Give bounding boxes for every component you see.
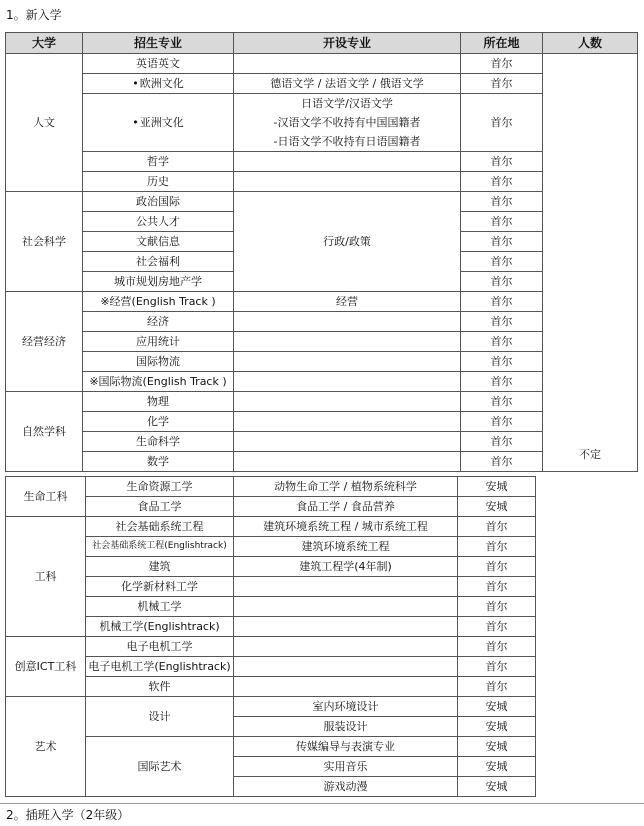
location-cell: 首尔	[461, 232, 543, 252]
offered-cell: 动物生命工学 / 植物系统科学	[234, 477, 458, 497]
section-2-title: 2。插班入学（2年级）	[6, 808, 130, 822]
headcount-cell	[543, 54, 638, 472]
location-cell: 首尔	[461, 332, 543, 352]
location-cell: 首尔	[458, 597, 536, 617]
major-cell: 社会福利	[83, 252, 234, 272]
major-cell: ※国际物流(English Track )	[83, 372, 234, 392]
table-row	[6, 54, 638, 74]
offered-cell	[234, 312, 461, 332]
offered-cell	[234, 152, 461, 172]
location-cell: 安城	[458, 757, 536, 777]
major-cell: 历史	[83, 172, 234, 192]
location-cell: 首尔	[458, 637, 536, 657]
location-cell: 首尔	[458, 657, 536, 677]
table-row	[6, 597, 536, 617]
major-cell: 设计	[86, 697, 234, 737]
col-header-university: 大学	[6, 33, 83, 54]
location-cell: 首尔	[461, 452, 543, 472]
table-row	[6, 637, 536, 657]
location-cell: 安城	[458, 777, 536, 797]
college-cell: 生命工科	[6, 477, 86, 517]
offered-cell: 游戏动漫	[234, 777, 458, 797]
major-cell: 公共人才	[83, 212, 234, 232]
table-row	[6, 497, 536, 517]
col-header-headcount: 人数	[543, 33, 638, 54]
location-cell: 首尔	[461, 352, 543, 372]
major-cell: 国际物流	[83, 352, 234, 372]
location-cell: 首尔	[461, 94, 543, 152]
offered-cell	[234, 637, 458, 657]
major-cell: 应用统计	[83, 332, 234, 352]
offered-cell	[234, 352, 461, 372]
location-cell: 首尔	[461, 372, 543, 392]
location-cell: 首尔	[458, 577, 536, 597]
major-cell: 哲学	[83, 152, 234, 172]
college-cell: 人文	[6, 54, 83, 192]
admissions-table-2	[5, 476, 536, 797]
table-row	[6, 577, 536, 597]
offered-cell	[234, 432, 461, 452]
table-row	[6, 737, 536, 757]
location-cell: 首尔	[458, 557, 536, 577]
college-cell: 社会科学	[6, 192, 83, 292]
offered-cell	[234, 617, 458, 637]
location-cell: 安城	[458, 697, 536, 717]
table-row	[6, 517, 536, 537]
offered-cell	[234, 172, 461, 192]
offered-cell	[234, 94, 461, 152]
location-cell: 首尔	[461, 272, 543, 292]
offered-cell: 食品工学 / 食品营养	[234, 497, 458, 517]
section-1-title: 1。新入学	[6, 8, 62, 22]
offered-cell: 行政/政策	[234, 192, 461, 292]
major-cell: 政治国际	[83, 192, 234, 212]
major-cell: • 欧洲文化	[83, 74, 234, 94]
college-cell: 创意ICT工科	[6, 637, 86, 697]
location-cell: 首尔	[458, 677, 536, 697]
offered-cell	[234, 412, 461, 432]
offered-cell: 建筑环境系统工程 / 城市系统工程	[234, 517, 458, 537]
location-cell: 首尔	[461, 392, 543, 412]
major-cell: 国际艺术	[86, 737, 234, 797]
location-cell: 首尔	[461, 292, 543, 312]
offered-cell	[234, 332, 461, 352]
offered-cell: 服装设计	[234, 717, 458, 737]
col-header-offered-major: 开设专业	[234, 33, 461, 54]
major-cell: 数学	[83, 452, 234, 472]
major-cell: 食品工学	[86, 497, 234, 517]
offered-cell: 室内环境设计	[234, 697, 458, 717]
offered-line: 日语文学/汉语文学	[301, 97, 393, 110]
section-divider	[0, 803, 644, 804]
location-cell: 安城	[458, 717, 536, 737]
location-cell: 安城	[458, 497, 536, 517]
major-cell: 电子电机工学(Englishtrack)	[86, 657, 234, 677]
table-row	[6, 657, 536, 677]
offered-cell	[234, 597, 458, 617]
major-cell: 化学新材料工学	[86, 577, 234, 597]
offered-line: -汉语文学不收持有中国国籍者	[273, 116, 421, 129]
location-cell: 首尔	[458, 537, 536, 557]
major-cell: 机械工学(Englishtrack)	[86, 617, 234, 637]
major-cell: 社会基础系统工程	[86, 517, 234, 537]
offered-cell	[234, 677, 458, 697]
location-cell: 安城	[458, 477, 536, 497]
table-row	[6, 697, 536, 717]
offered-cell: 实用音乐	[234, 757, 458, 777]
location-cell: 首尔	[461, 312, 543, 332]
major-cell: 社会基础系统工程(Englishtrack)	[86, 537, 234, 557]
location-cell: 首尔	[458, 517, 536, 537]
major-cell: 经济	[83, 312, 234, 332]
offered-cell	[234, 657, 458, 677]
college-cell: 工科	[6, 517, 86, 637]
major-cell: 文献信息	[83, 232, 234, 252]
location-cell: 首尔	[461, 172, 543, 192]
major-cell: 化学	[83, 412, 234, 432]
major-cell: • 亚洲文化	[83, 94, 234, 152]
major-cell: ※经营(English Track )	[83, 292, 234, 312]
major-cell: 电子电机工学	[86, 637, 234, 657]
college-cell: 自然学科	[6, 392, 83, 472]
location-cell: 首尔	[461, 54, 543, 74]
major-cell: 建筑	[86, 557, 234, 577]
major-cell: 英语英文	[83, 54, 234, 74]
offered-line: -日语文学不收持有日语国籍者	[273, 135, 421, 148]
major-cell: 软件	[86, 677, 234, 697]
location-cell: 安城	[458, 737, 536, 757]
location-cell: 首尔	[461, 152, 543, 172]
offered-cell	[234, 577, 458, 597]
location-cell: 首尔	[461, 412, 543, 432]
offered-cell: 建筑环境系统工程	[234, 537, 458, 557]
table-row	[6, 617, 536, 637]
offered-cell: 德语文学 / 法语文学 / 俄语文学	[234, 74, 461, 94]
major-cell: 生命资源工学	[86, 477, 234, 497]
offered-cell	[234, 54, 461, 74]
headcount-value: 不定	[579, 448, 601, 461]
major-cell: 机械工学	[86, 597, 234, 617]
col-header-recruit-major: 招生专业	[83, 33, 234, 54]
offered-cell	[234, 372, 461, 392]
location-cell: 首尔	[461, 432, 543, 452]
college-cell: 艺术	[6, 697, 86, 797]
admissions-table-1	[5, 32, 638, 472]
offered-cell: 传媒编导与表演专业	[234, 737, 458, 757]
major-cell: 生命科学	[83, 432, 234, 452]
table-header-row	[6, 33, 638, 54]
offered-cell: 建筑工程学(4年制)	[234, 557, 458, 577]
col-header-location: 所在地	[461, 33, 543, 54]
location-cell: 首尔	[461, 74, 543, 94]
location-cell: 首尔	[461, 212, 543, 232]
major-cell: 城市规划房地产学	[83, 272, 234, 292]
offered-cell	[234, 392, 461, 412]
major-cell: 物理	[83, 392, 234, 412]
offered-cell	[234, 452, 461, 472]
table-row	[6, 677, 536, 697]
location-cell: 首尔	[458, 617, 536, 637]
location-cell: 首尔	[461, 192, 543, 212]
table-row	[6, 477, 536, 497]
table-row	[6, 537, 536, 557]
table-row	[6, 557, 536, 577]
offered-cell: 经营	[234, 292, 461, 312]
location-cell: 首尔	[461, 252, 543, 272]
college-cell: 经营经济	[6, 292, 83, 392]
